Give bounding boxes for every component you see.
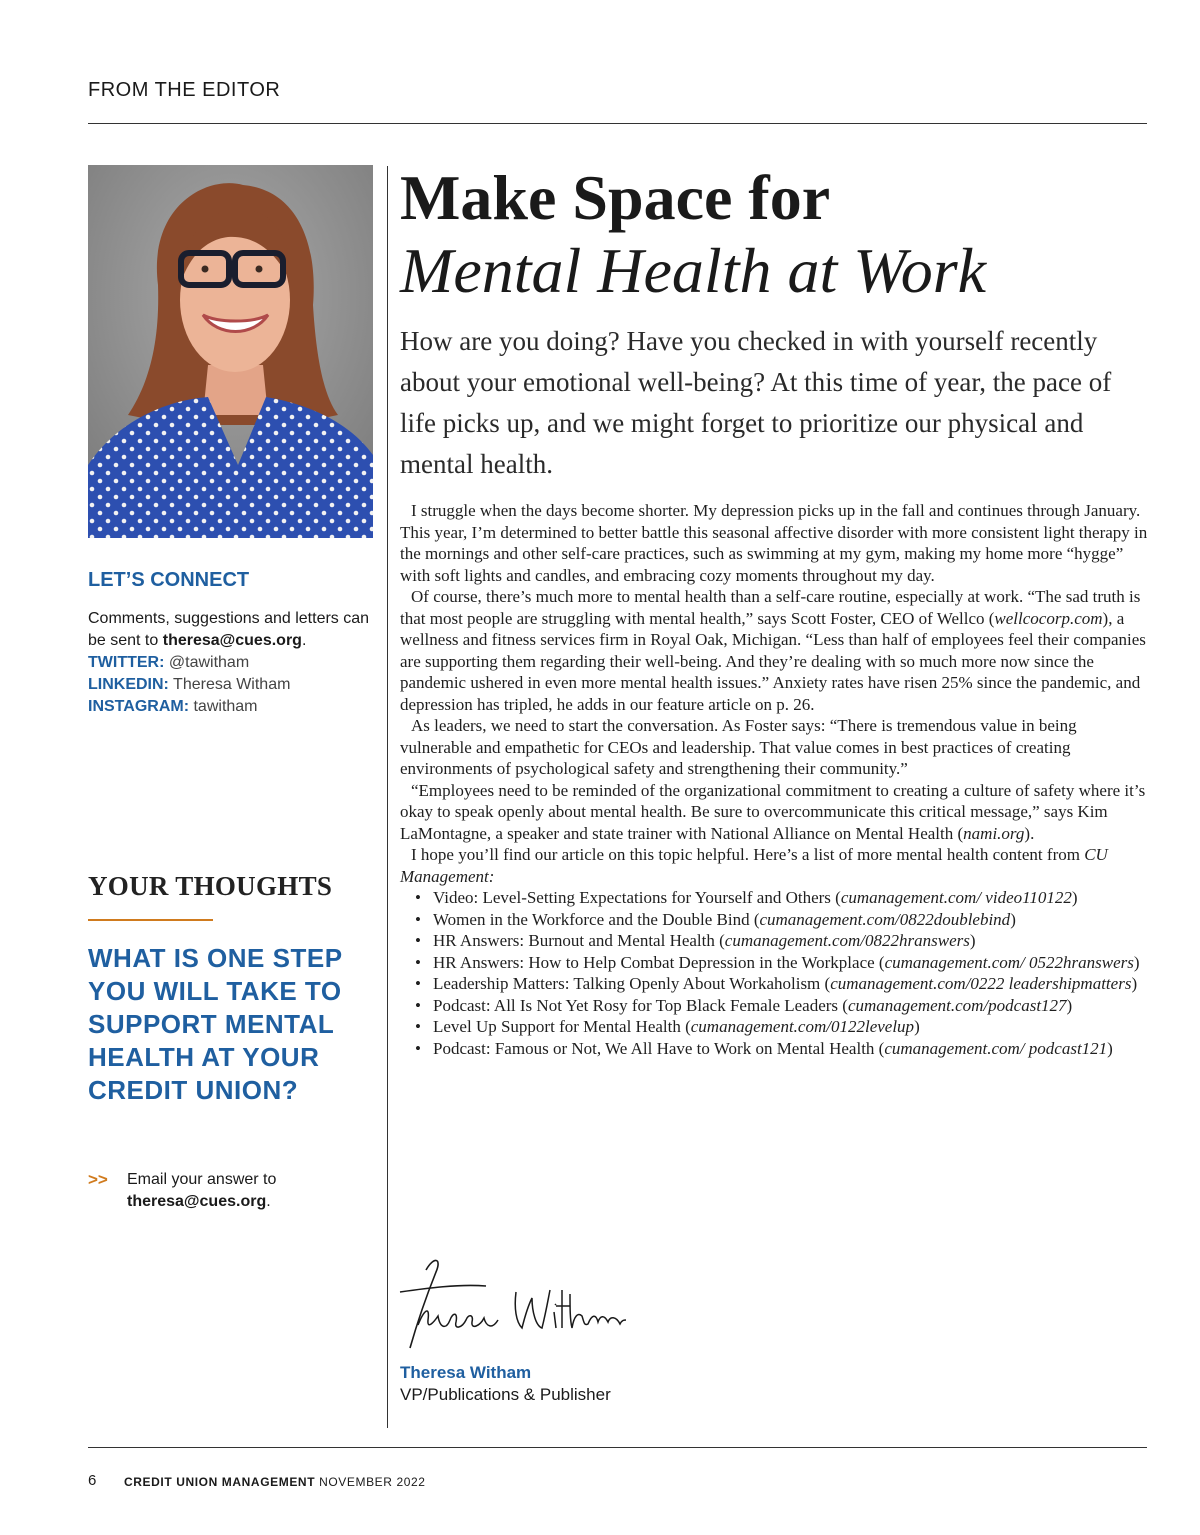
list-item	[415, 952, 1148, 974]
list-item-link[interactable]: cumanagement.com/0222 leadershipmatters	[830, 974, 1132, 993]
list-item-link[interactable]: cumanagement.com/podcast127	[847, 995, 1067, 1015]
list-item	[415, 887, 1148, 909]
list-item-text: HR Answers: Burnout and Mental Health (	[433, 931, 725, 950]
wellco-link[interactable]: wellcocorp.com	[994, 608, 1103, 628]
list-item-link[interactable]: cumanagement.com/0122levelup	[690, 1017, 915, 1036]
connect-email-link[interactable]: theresa@cues.org	[162, 632, 302, 649]
list-item-end: )	[914, 1017, 920, 1036]
bottom-rule	[88, 1447, 1147, 1448]
list-item-end: )	[1107, 1038, 1113, 1058]
instagram-handle[interactable]: tawitham	[193, 698, 258, 715]
email-cta-text: Email your answer to	[127, 1171, 277, 1188]
p4-text-a: “Employees need to be reminded of the organizational commitment to creating a culture of safety where it’s okay to speak openly about mental health. Be sure to overcommunicate this critical message,” says Kim LaMontagne, a speaker and state trainer with National Alliance on Mental Health (	[400, 780, 1146, 843]
list-item-end: )	[1071, 888, 1078, 907]
list-item-link[interactable]: cumanagement.com/ podcast121	[884, 1038, 1108, 1058]
body-paragraph-4	[400, 780, 1148, 845]
email-cta-end: .	[266, 1193, 271, 1210]
list-item-link[interactable]: cumanagement.com/0822doublebind	[759, 909, 1011, 929]
linkedin-handle[interactable]: Theresa Witham	[173, 676, 291, 693]
double-chevron-icon: >>	[88, 1170, 108, 1189]
list-item-end: )	[1010, 909, 1016, 929]
list-item	[415, 930, 1148, 952]
list-item-link[interactable]: cumanagement.com/ video110122	[840, 888, 1072, 907]
p5-text: I hope you’ll find our article on this topic helpful. Here’s a list of more mental health content from	[411, 845, 1085, 864]
list-item-end: )	[1131, 974, 1138, 993]
connect-intro-end: .	[301, 632, 307, 649]
list-item-text: Video: Level-Setting Expectations for Yourself and Others (	[433, 888, 841, 907]
list-item-end: )	[1066, 995, 1073, 1015]
editor-portrait	[88, 165, 373, 538]
your-thoughts-title: YOUR THOUGHTS	[88, 871, 333, 901]
orange-divider	[88, 919, 213, 921]
reader-question: WHAT IS ONE STEP YOU WILL TAKE TO SUPPORT MENTAL HEALTH AT YOUR CREDIT UNION?	[88, 943, 343, 1105]
body-paragraph-5	[400, 844, 1148, 887]
list-item-link[interactable]: cumanagement.com/0822hranswers	[724, 931, 970, 950]
connect-intro: Comments, suggestions and letters can be sent to	[88, 610, 370, 649]
lets-connect-body	[88, 608, 373, 718]
list-item-text: Level Up Support for Mental Health (	[433, 1017, 691, 1036]
list-item-text: Leadership Matters: Talking Openly About Workaholism (	[433, 974, 831, 993]
list-item	[415, 1016, 1148, 1038]
headline-line1: Make Space for	[400, 162, 831, 233]
nami-link[interactable]: nami.org	[963, 823, 1025, 843]
section-label: FROM THE EDITOR	[88, 79, 281, 101]
twitter-label: TWITTER:	[88, 654, 165, 671]
footer-publication	[124, 1475, 426, 1489]
handwritten-signature	[398, 1250, 628, 1355]
list-item-end: )	[969, 931, 976, 950]
issue-date: NOVEMBER 2022	[319, 1475, 426, 1489]
list-item-end: )	[1133, 952, 1140, 972]
top-rule	[88, 123, 1147, 124]
p4-text-b: ).	[1024, 823, 1035, 843]
list-item-text: Podcast: Famous or Not, We All Have to Work on Mental Health (	[433, 1038, 885, 1058]
deck-intro: How are you doing? Have you checked in with yourself recently about your emotional well-being? At this time of year, the pace of life picks up, and we might forget to prioritize our physical and mental health.	[400, 326, 1112, 479]
list-item	[415, 909, 1148, 931]
list-item-text: Podcast: All Is Not Yet Rosy for Top Black Female Leaders (	[433, 995, 848, 1015]
list-item-link[interactable]: cumanagement.com/ 0522hranswers	[884, 952, 1134, 972]
instagram-label: INSTAGRAM:	[88, 698, 190, 715]
resource-list	[415, 887, 1148, 1059]
lets-connect-title: LET’S CONNECT	[88, 569, 250, 591]
body-paragraph-2	[400, 586, 1148, 715]
author-title: VP/Publications & Publisher	[400, 1385, 611, 1404]
p2-text-b: ), a wellness and fitness services firm in Royal Oak, Michigan. “Less than half of employees feel their companies are supporting them regarding their well-being. And they’re dealing with so much more now since the pandemic ushered in even more mental health issues.” Anxiety rates have risen 25% since the pandemic, and depression has tripled, he adds in our feature article on p. 26.	[400, 608, 1146, 714]
list-item	[415, 973, 1148, 995]
publication-title: CREDIT UNION MANAGEMENT	[124, 1475, 316, 1489]
article-body	[400, 500, 1148, 1059]
list-item	[415, 995, 1148, 1017]
email-cta	[127, 1169, 276, 1213]
email-cta-link[interactable]: theresa@cues.org	[127, 1193, 267, 1210]
twitter-handle[interactable]: @tawitham	[168, 654, 250, 671]
linkedin-label: LINKEDIN:	[88, 676, 169, 693]
list-item-text: Women in the Workforce and the Double Bind (	[433, 909, 760, 929]
page-number: 6	[88, 1472, 97, 1489]
column-divider	[387, 166, 388, 1428]
list-item	[415, 1038, 1148, 1060]
publication-name: CU Management:	[400, 845, 1108, 886]
list-item-text: HR Answers: How to Help Combat Depression in the Workplace (	[433, 952, 885, 972]
body-paragraph-3: As leaders, we need to start the conversation. As Foster says: “There is tremendous value in being vulnerable and empathetic for CEOs and leadership. That value comes in best practices of creating environments of psychological safety and strengthening their community.”	[400, 716, 1077, 778]
headline-line2: Mental Health at Work	[400, 235, 986, 306]
p2-text-a: Of course, there’s much more to mental health than a self-care routine, especially at work. “The sad truth is that most people are struggling with mental health,” says Scott Foster, CEO of Wellco (	[400, 587, 1141, 628]
body-paragraph-1: I struggle when the days become shorter. My depression picks up in the fall and continues through January. This year, I’m determined to better battle this seasonal affective disorder with more consistent light therapy in the mornings and other self-care practices, such as swimming at my gym, making my home more “hygge” with soft lights and candles, and embracing cozy moments throughout my day.	[400, 501, 1148, 585]
author-name: Theresa Witham	[400, 1363, 532, 1382]
